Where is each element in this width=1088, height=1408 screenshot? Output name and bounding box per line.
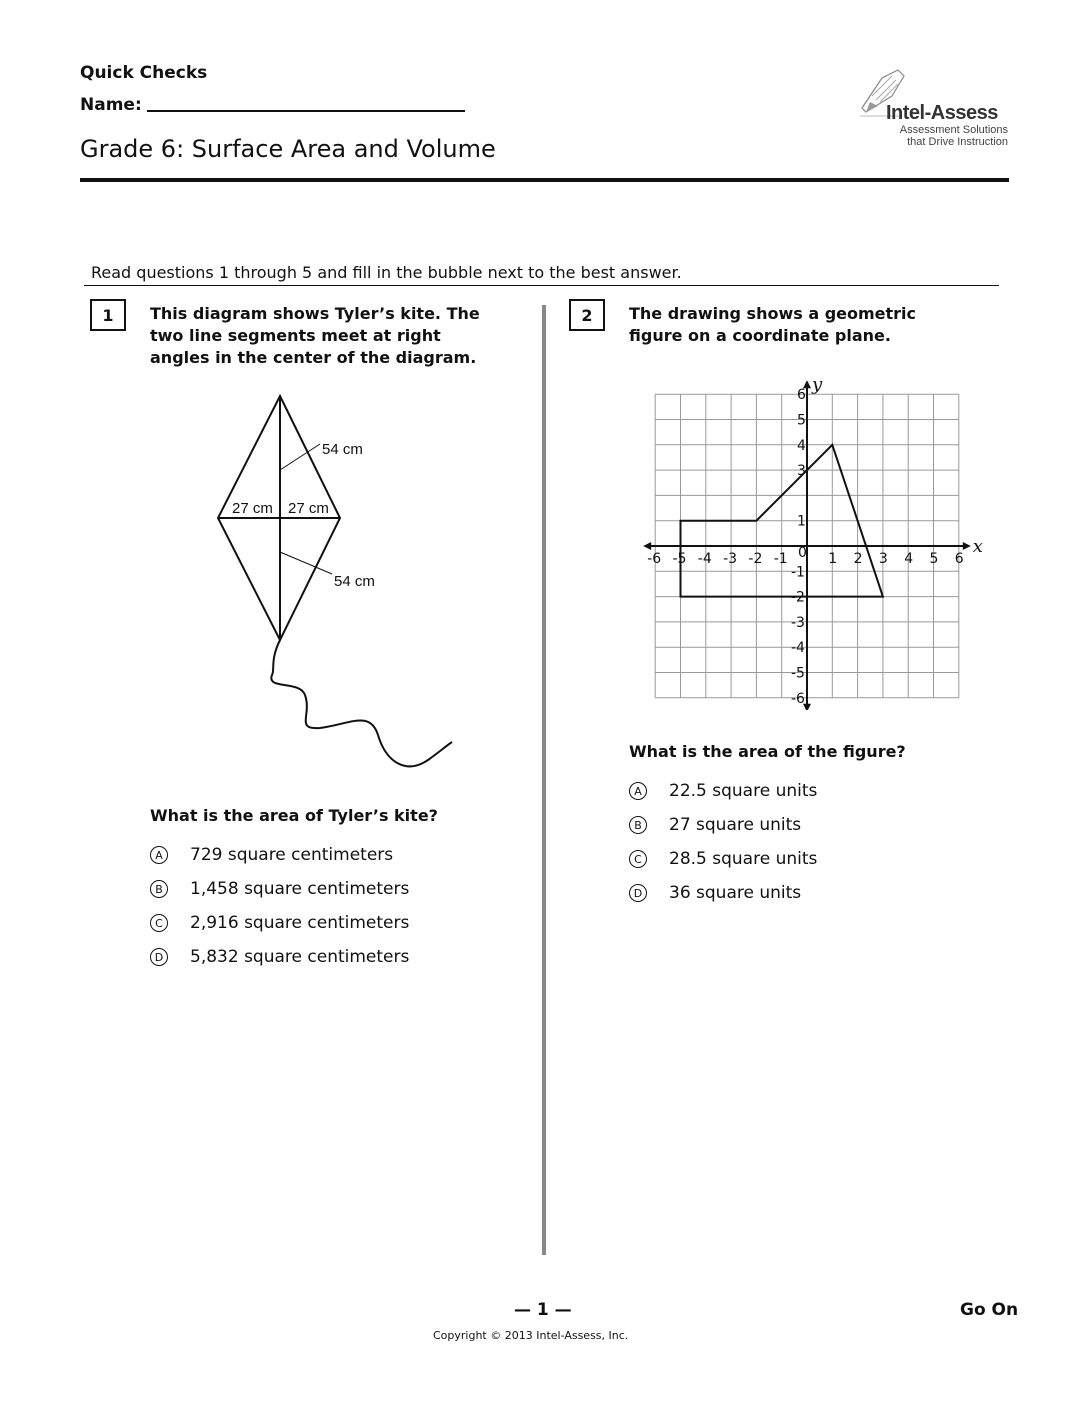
x-tick-label: 3 bbox=[878, 551, 888, 567]
question-1-text bbox=[150, 303, 480, 369]
name-label: Name: bbox=[80, 95, 142, 115]
origin-label: 0 bbox=[798, 545, 807, 561]
question-1-line-1: This diagram shows Tyler’s kite. The bbox=[150, 304, 480, 323]
choice-text: 1,458 square centimeters bbox=[190, 879, 410, 899]
question-2-prompt: What is the area of the figure? bbox=[629, 742, 906, 761]
top-diagonal-label: 54 cm bbox=[322, 441, 363, 458]
choice-b[interactable] bbox=[629, 808, 817, 842]
question-2-choices bbox=[629, 774, 817, 910]
answer-bubble[interactable]: B bbox=[629, 816, 647, 834]
copyright: Copyright © 2013 Intel-Assess, Inc. bbox=[433, 1329, 629, 1342]
choice-c[interactable] bbox=[150, 906, 409, 940]
x-tick-label: -3 bbox=[723, 551, 738, 567]
bottom-diagonal-label: 54 cm bbox=[334, 573, 375, 590]
go-on-label: Go On bbox=[960, 1300, 1019, 1320]
question-2-line-1: The drawing shows a geometric bbox=[629, 304, 917, 323]
choice-a[interactable] bbox=[629, 774, 817, 808]
instructions-underline bbox=[84, 285, 999, 286]
answer-bubble[interactable]: B bbox=[150, 880, 168, 898]
intel-assess-logo bbox=[852, 66, 1012, 150]
y-tick-label: 6 bbox=[797, 387, 806, 404]
choice-text: 5,832 square centimeters bbox=[190, 947, 410, 967]
answer-bubble[interactable]: C bbox=[150, 914, 168, 932]
logo-name: Intel-Assess bbox=[886, 102, 998, 124]
question-2-line-2: figure on a coordinate plane. bbox=[629, 326, 891, 345]
choice-d[interactable] bbox=[629, 876, 817, 910]
x-axis-arrow bbox=[643, 542, 651, 550]
choice-c[interactable] bbox=[629, 842, 817, 876]
x-tick-label: 6 bbox=[954, 551, 964, 567]
y-tick-label: -6 bbox=[791, 690, 805, 707]
question-2-number: 2 bbox=[569, 299, 605, 331]
answer-bubble[interactable]: C bbox=[629, 850, 647, 868]
x-tick-label: 4 bbox=[904, 551, 914, 567]
y-tick-label: 1 bbox=[797, 513, 806, 530]
choice-text: 2,916 square centimeters bbox=[190, 913, 410, 933]
answer-bubble[interactable]: A bbox=[629, 782, 647, 800]
right-half-label: 27 cm bbox=[288, 500, 329, 517]
x-tick-label: 5 bbox=[929, 551, 939, 567]
coordinate-plane bbox=[640, 374, 985, 710]
y-tick-label: -5 bbox=[791, 665, 805, 682]
choice-text: 28.5 square units bbox=[669, 849, 818, 869]
y-tick-label: -3 bbox=[791, 614, 805, 631]
y-axis-label: y bbox=[812, 374, 823, 396]
kite-string bbox=[271, 640, 452, 766]
column-divider bbox=[542, 305, 546, 1255]
x-tick-label: -6 bbox=[647, 551, 662, 567]
x-tick-label: -4 bbox=[697, 551, 712, 567]
question-1-line-3: angles in the center of the diagram. bbox=[150, 348, 477, 367]
x-axis-label: x bbox=[972, 536, 983, 557]
x-tick-label: -5 bbox=[672, 551, 687, 567]
choice-d[interactable] bbox=[150, 940, 409, 974]
y-tick-label: 4 bbox=[797, 437, 806, 454]
x-tick-label: -1 bbox=[773, 551, 788, 567]
answer-bubble[interactable]: D bbox=[150, 948, 168, 966]
quick-checks-label: Quick Checks bbox=[80, 63, 208, 83]
x-axis-arrow bbox=[963, 542, 971, 550]
x-tick-label: -2 bbox=[748, 551, 763, 567]
y-tick-label: -4 bbox=[791, 640, 805, 657]
choice-text: 729 square centimeters bbox=[190, 845, 394, 865]
logo-tagline-2: that Drive Instruction bbox=[907, 136, 1008, 148]
bottom-label-leader bbox=[280, 552, 332, 574]
x-tick-label: 2 bbox=[853, 551, 863, 567]
answer-bubble[interactable]: D bbox=[629, 884, 647, 902]
x-tick-label: 1 bbox=[828, 551, 838, 567]
choice-b[interactable] bbox=[150, 872, 409, 906]
question-2-text bbox=[629, 303, 916, 347]
y-tick-label: 5 bbox=[797, 412, 806, 429]
question-1-line-2: two line segments meet at right bbox=[150, 326, 441, 345]
page-number: — 1 — bbox=[514, 1300, 572, 1320]
question-1-prompt: What is the area of Tyler’s kite? bbox=[150, 806, 438, 825]
left-half-label: 27 cm bbox=[232, 500, 273, 517]
page-title: Grade 6: Surface Area and Volume bbox=[80, 135, 496, 163]
question-1-choices bbox=[150, 838, 409, 974]
choice-text: 22.5 square units bbox=[669, 781, 818, 801]
logo-tagline-1: Assessment Solutions bbox=[899, 124, 1008, 136]
instructions: Read questions 1 through 5 and fill in the bubble next to the best answer. bbox=[91, 263, 682, 282]
answer-bubble[interactable]: A bbox=[150, 846, 168, 864]
y-tick-label: -1 bbox=[791, 564, 805, 581]
header-divider bbox=[80, 178, 1009, 182]
choice-a[interactable] bbox=[150, 838, 409, 872]
choice-text: 27 square units bbox=[669, 815, 802, 835]
name-field-line[interactable] bbox=[147, 110, 465, 112]
question-1-number: 1 bbox=[90, 299, 126, 331]
choice-text: 36 square units bbox=[669, 883, 802, 903]
kite-diagram bbox=[210, 390, 470, 780]
y-tick-label: 3 bbox=[797, 463, 806, 480]
y-tick-label: -2 bbox=[791, 589, 805, 606]
